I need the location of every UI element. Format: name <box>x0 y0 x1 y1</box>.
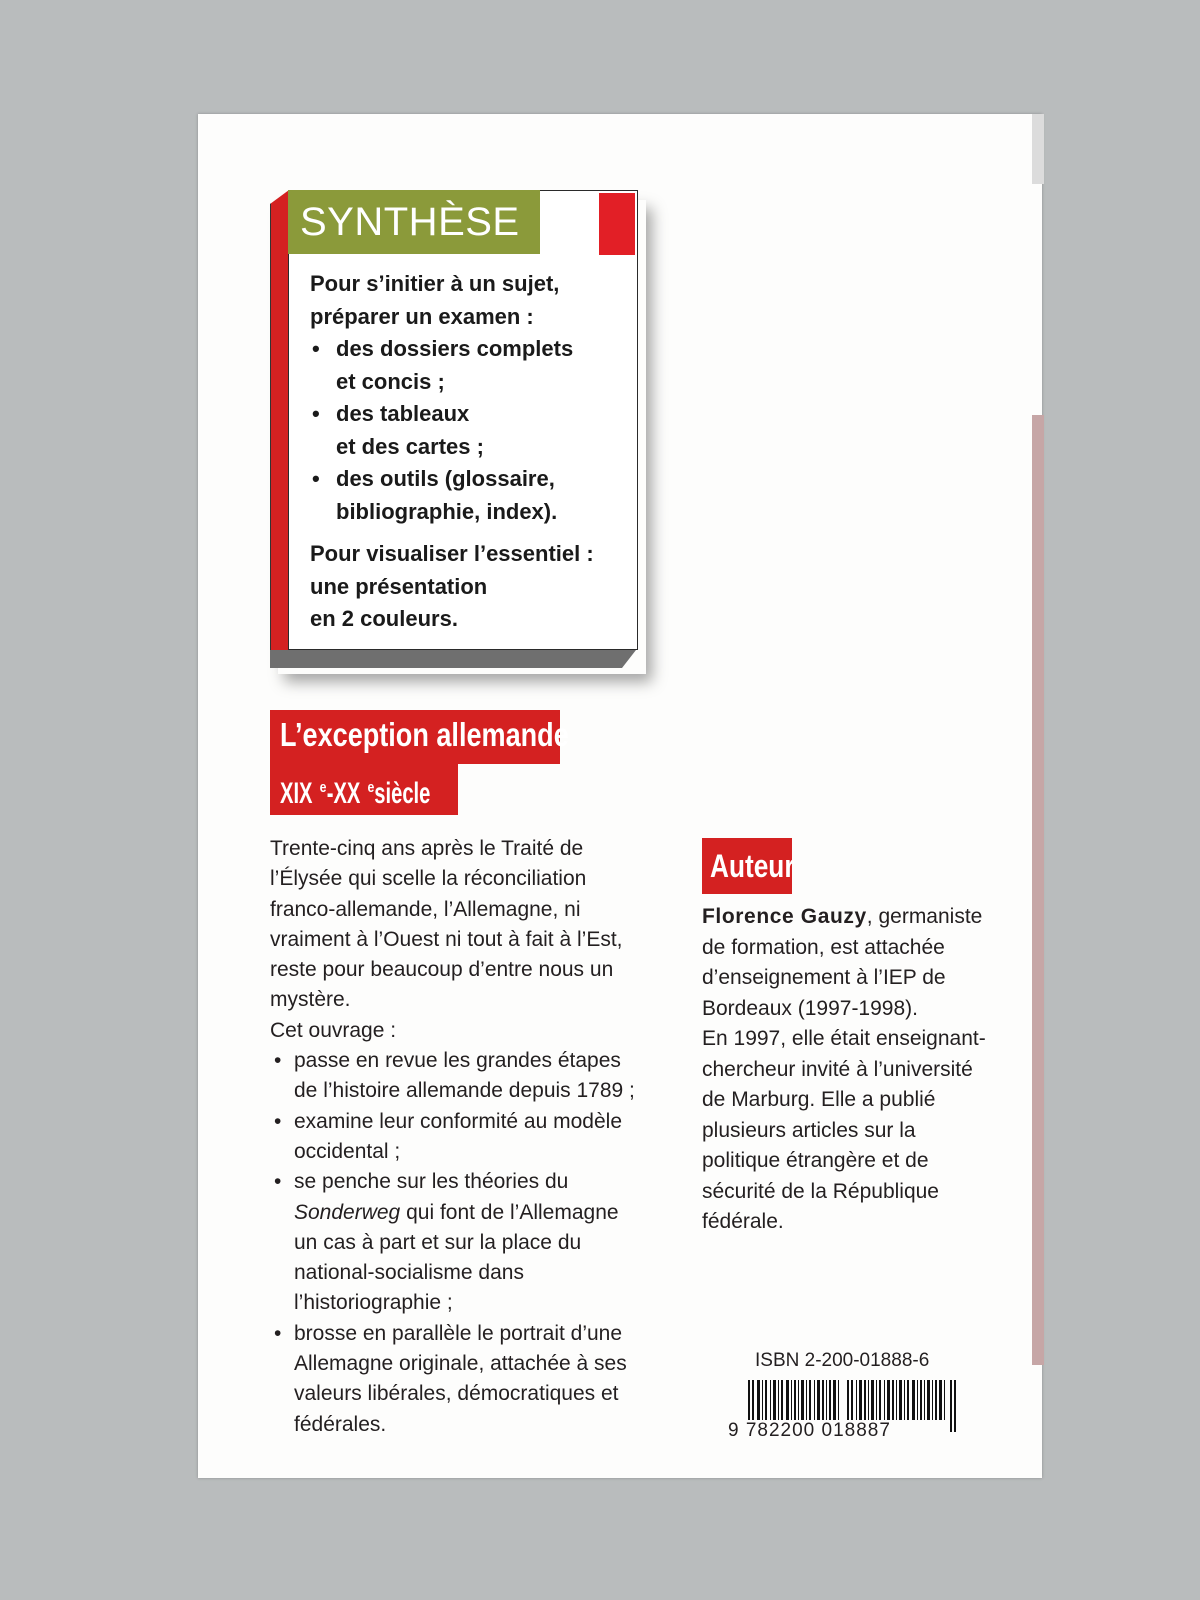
list-item: • brosse en parallèle le portrait d’une Allemagne originale, attachée à ses valeurs libérales, démocratiques et fédérales. <box>274 1321 627 1436</box>
list-item: • des outils (glossaire, bibliographie, index). <box>312 466 558 524</box>
isbn-label: ISBN 2-200-01888-6 <box>755 1350 930 1371</box>
author-bio: Florence Gauzy, germaniste de formation, est attachée d’enseignement à l’IEP de Bordeaux (1997-1998). En 1997, elle était enseignant- chercheur invité à l’université de Marburg. Elle a publié plusieurs articles sur la politique étrangère et de sécurité de la République fédérale. <box>702 905 986 1233</box>
cover-edge-strip <box>1032 415 1044 1365</box>
synthese-label: SYNTHÈSE <box>288 190 540 254</box>
barcode-digits: 9 782200 018887 <box>728 1420 891 1441</box>
synthese-side-red <box>270 190 289 652</box>
list-item: • examine leur conformité au modèle occidental ; <box>274 1109 623 1163</box>
author-name: Florence Gauzy <box>702 905 867 928</box>
synthese-text <box>310 268 630 636</box>
list-item: • passe en revue les grandes étapes de l’histoire allemande depuis 1789 ; <box>274 1049 635 1103</box>
synthese-side-bottom <box>270 650 636 668</box>
description-points <box>270 1046 660 1440</box>
description-intro: Trente-cinq ans après le Traité de l’Élysée qui scelle la réconciliation franco-allemande, l’Allemagne, ni vraiment à l’Ouest ni tout à fait à l’Est, reste pour beaucoup d’entre nous un mystère. <box>270 837 623 1012</box>
synthese-list <box>310 333 630 528</box>
book-title-line2: XIX $^e$-XX $^e$siècle <box>270 763 458 815</box>
author-label: Auteur <box>702 838 792 894</box>
synthese-intro: Pour s’initier à un sujet, préparer un examen : <box>310 271 560 329</box>
list-item: • se penche sur les théories du Sonderweg qui font de l’Allemagne un cas à part et sur la place du national-socialisme dans l’historiographie ; <box>274 1170 619 1315</box>
book-description <box>270 834 660 1440</box>
cover-edge-notch <box>1032 114 1044 184</box>
book-title-line1: L’exception allemande <box>270 710 560 764</box>
list-item: • des dossiers complets et concis ; <box>312 336 574 394</box>
synthese-visual: Pour visualiser l’essentiel : une présentation en 2 couleurs. <box>310 541 594 631</box>
list-item: • des tableaux et des cartes ; <box>312 401 484 459</box>
description-work-intro: Cet ouvrage : <box>270 1018 397 1042</box>
synthese-corner-mark <box>599 193 635 255</box>
